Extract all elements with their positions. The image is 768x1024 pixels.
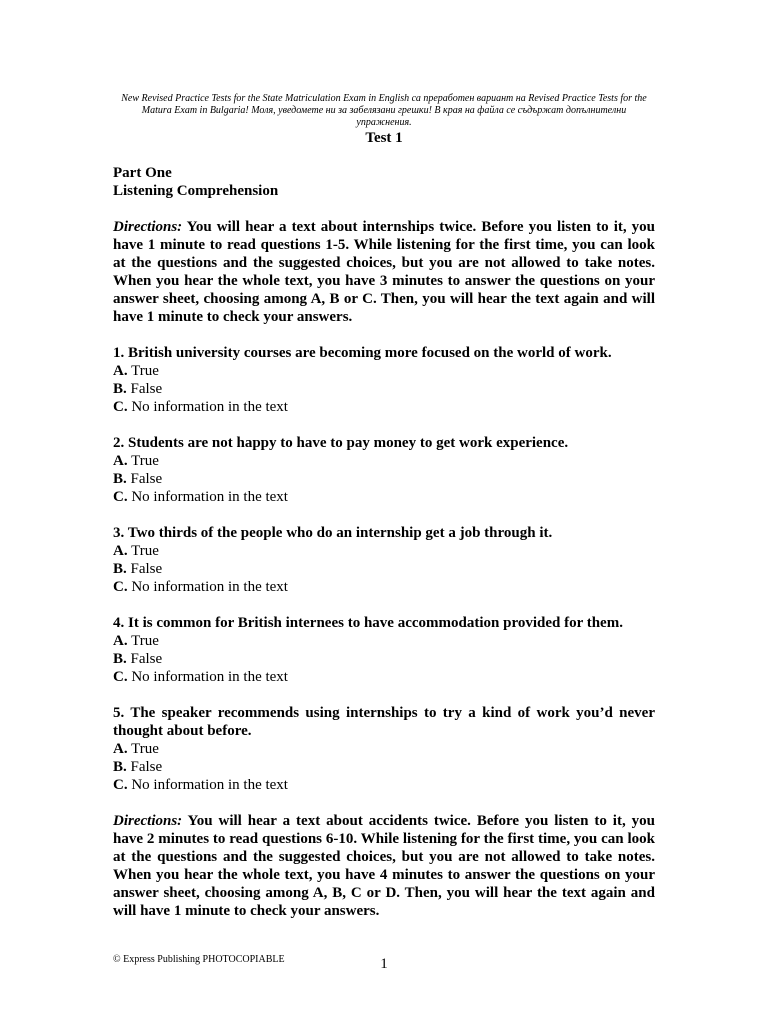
option-c: [113, 578, 655, 596]
option-b: [113, 650, 655, 668]
page-content: [113, 164, 655, 920]
option-a: [113, 632, 655, 650]
option-text: No information in the text: [127, 399, 288, 415]
option-letter: B.: [113, 561, 127, 577]
option-letter: B.: [113, 651, 127, 667]
option-text: False: [126, 651, 163, 667]
question-4: [113, 614, 655, 686]
option-letter: A.: [113, 633, 128, 649]
option-letter: C.: [113, 777, 128, 793]
directions-accidents: [113, 812, 655, 920]
question-5: [113, 704, 655, 794]
option-letter: C.: [113, 579, 128, 595]
option-b: [113, 560, 655, 578]
footer-copyright: © Express Publishing PHOTOCOPIABLE: [113, 954, 285, 965]
page-number: 1: [380, 956, 388, 972]
option-c: [113, 488, 655, 506]
option-letter: A.: [113, 363, 128, 379]
option-b: [113, 470, 655, 488]
option-letter: A.: [113, 741, 128, 757]
option-text: False: [126, 381, 163, 397]
option-text: False: [126, 561, 163, 577]
question-1: [113, 344, 655, 416]
option-text: True: [127, 741, 159, 757]
question-text: 4. It is common for British internees to have accommodation provided for them.: [113, 615, 623, 631]
option-b: [113, 380, 655, 398]
option-text: True: [127, 453, 159, 469]
option-letter: B.: [113, 471, 127, 487]
directions-label: Directions:: [113, 813, 183, 829]
option-a: [113, 452, 655, 470]
option-text: No information in the text: [127, 579, 288, 595]
option-text: True: [127, 363, 159, 379]
option-text: No information in the text: [127, 669, 288, 685]
option-letter: A.: [113, 453, 128, 469]
option-c: [113, 398, 655, 416]
question-3: [113, 524, 655, 596]
question-text: 1. British university courses are becoming more focused on the world of work.: [113, 345, 612, 361]
option-text: False: [126, 759, 163, 775]
option-c: [113, 776, 655, 794]
question-text: 5. The speaker recommends using internships to try a kind of work you’d never thought about before.: [113, 705, 655, 739]
option-text: True: [127, 543, 159, 559]
question-text: 2. Students are not happy to have to pay money to get work experience.: [113, 435, 569, 451]
option-text: True: [127, 633, 159, 649]
option-a: [113, 740, 655, 758]
option-text: False: [126, 471, 163, 487]
option-a: [113, 542, 655, 560]
question-2: [113, 434, 655, 506]
option-letter: B.: [113, 759, 127, 775]
part-title: Part One: [113, 165, 172, 181]
directions-internships: [113, 218, 655, 326]
option-a: [113, 362, 655, 380]
option-text: No information in the text: [127, 777, 288, 793]
option-letter: C.: [113, 399, 128, 415]
option-text: No information in the text: [127, 489, 288, 505]
directions-text: You will hear a text about accidents twice. Before you listen to it, you have 2 minutes to read questions 6-10. While listening for the first time, you can look at the questions and the suggested choices, but you are not allowed to take notes. When you hear the whole text, you have 4 minutes to answer the questions on your answer sheet, choosing among A, B, C or D. Then, you will hear the text again and will have 1 minute to check your answers.: [113, 813, 655, 919]
directions-text: You will hear a text about internships twice. Before you listen to it, you have 1 minute to read questions 1-5. While listening for the first time, you can look at the questions and the suggested choices, but you are not allowed to take notes. When you hear the whole text, you have 3 minutes to answer the questions on your answer sheet, choosing among A, B or C. Then, you will hear the text again and will have 1 minute to check your answers.: [113, 219, 655, 325]
option-letter: C.: [113, 669, 128, 685]
option-c: [113, 668, 655, 686]
part-subtitle: Listening Comprehension: [113, 183, 279, 199]
directions-label: Directions:: [113, 219, 183, 235]
question-text: 3. Two thirds of the people who do an internship get a job through it.: [113, 525, 553, 541]
option-b: [113, 758, 655, 776]
option-letter: B.: [113, 381, 127, 397]
option-letter: C.: [113, 489, 128, 505]
test-title: Test 1: [365, 130, 403, 146]
header-note: New Revised Practice Tests for the State Matriculation Exam in English са преработен вариант на Revised Practice Tests for the Matura Exam in Bulgaria! Моля, уведомете ни за забелязани грешки! В края на файла се съдържат допълнителни упражнения.: [121, 93, 647, 128]
option-letter: A.: [113, 543, 128, 559]
